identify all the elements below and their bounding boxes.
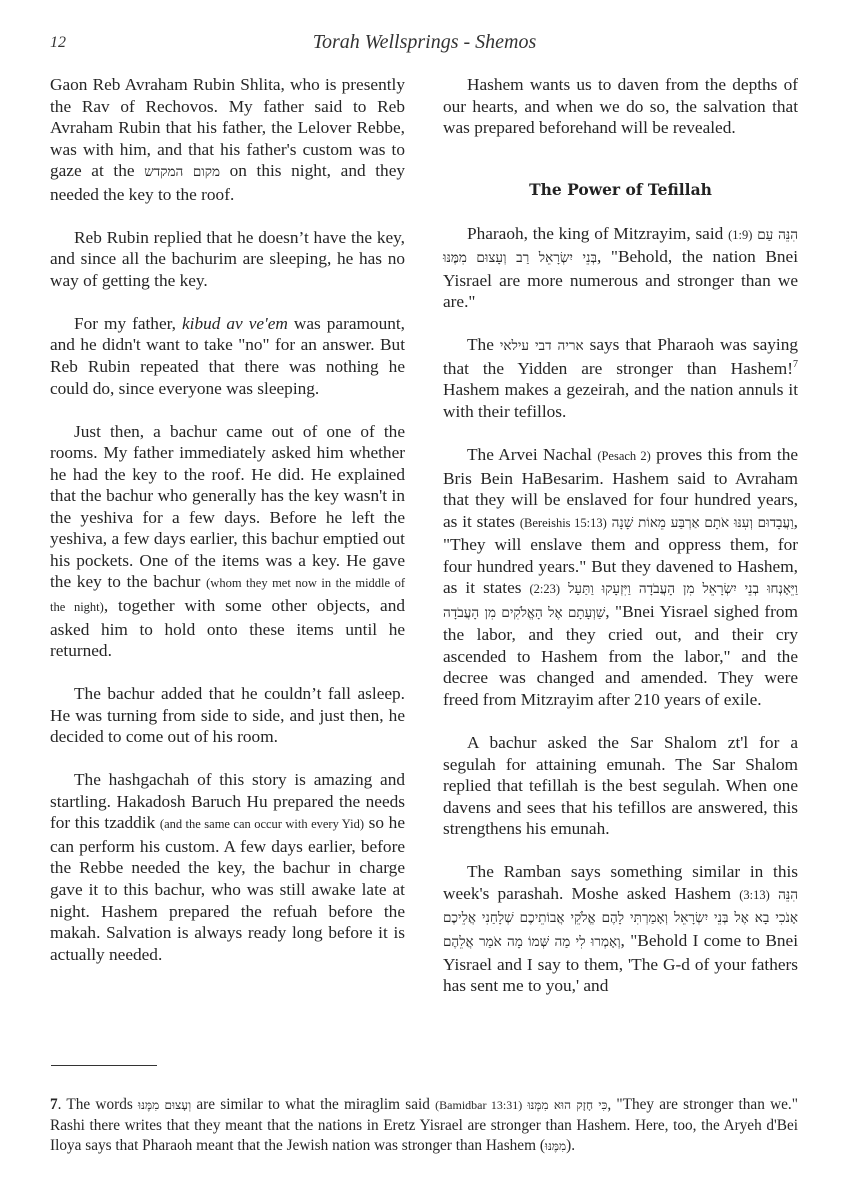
paragraph [50, 74, 405, 205]
footnote-reference[interactable]: 7 [793, 359, 798, 371]
hebrew-text: הִנֵּה אָנֹכִי בָא אֶל בְּנֵי יִשְׂרָאֵל וְאָמַרְתִּי לָהֶם אֱלֹקֵי אֲבוֹתֵיכֶם שְׁלָחַנִי אֲלֵיכֶם וְאָמְרוּ לִי מַה שְּׁמוֹ מָה אֹמַר אֲלֵהֶם [443, 886, 798, 950]
source-reference: (Pesach 2) [597, 449, 651, 464]
hebrew-text: וְעָצוּם מִמֶּנּוּ [138, 1098, 192, 1112]
paragraph [443, 334, 798, 422]
parenthetical-note: (and the same can occur with every Yid) [159, 817, 365, 832]
running-head-title: Torah Wellsprings - Shemos [312, 31, 537, 53]
text: Hashem makes a gezeirah, and the nation annuls it with their tefillos. [443, 380, 798, 421]
source-reference: (1:9) [728, 227, 753, 242]
paragraph [50, 313, 405, 399]
text: Just then, a bachur came out of one of the rooms. My father immediately asked him whether he had the key to the roof. He did. He explained that the bachur who generally has the key wasn't in the yeshiva for a few days. Before he left the yeshiva, a few days earlier, this bachur emptied out his pockets. One of the items was a key. He gave the key to the bachur [50, 421, 405, 592]
right-column [443, 74, 798, 1018]
page-number: 12 [50, 34, 66, 51]
paragraph: A bachur asked the Sar Shalom zt'l for a segulah for attaining emunah. The Sar Shalom replied that tefillah is the best segulah. When one davens and sees that his tefillos are answered, this strengthens his emunah. [443, 733, 798, 839]
paragraph: Reb Rubin replied that he doesn’t have the key, and since all the bachurim are sleeping, he has no way of getting the key. [50, 227, 405, 290]
text: ( [539, 1137, 545, 1154]
source-reference: (Bamidbar 13:31) [435, 1098, 523, 1112]
hebrew-text: אריה דבי עילאי [499, 338, 584, 355]
text: , "They will enslave them and oppress them, for four hundred years." But they davened to Hashem, as it states [443, 511, 798, 598]
text: The [467, 335, 500, 355]
text: Pharaoh, the king of Mitzrayim, said [467, 223, 729, 243]
text: , "Bnei Yisrael sighed from the labor, and they cried out, and their cry ascended to Hashem from the labor," and the decree was changed and amended. They were freed from Mitzrayim after 210 years of exile. [443, 601, 798, 710]
hebrew-text: וַעֲבָדוּם וְעִנּוּ אֹתָם אַרְבַּע מֵאוֹת שָׁנָה [611, 514, 794, 531]
text: , together with some other objects, and asked him to hold onto these items until he returned. [50, 595, 405, 661]
hebrew-text: מקום המקדש [144, 164, 220, 181]
text: , "They are stronger than we." Rashi there writes that they meant that the nations in Eretz Yisrael are stronger than Hashem. Here, too, the Aryeh d'Bei Iloya says that Pharaoh meant that the Jewish nation was stronger than Hashem [50, 1096, 798, 1154]
text: Gaon Reb Avraham Rubin Shlita, who is presently the Rav of Rechovos. My father said to Reb Avraham Rubin that his father, the Lelover Rebbe, was with him, and that his father's custom was to gaze at the [50, 75, 405, 181]
hebrew-text: הִנֵּה עַם בְּנֵי יִשְׂרָאֵל רַב וְעָצוּם מִמֶּנּוּ [443, 226, 798, 267]
text: The Ramban says something similar in this week's parashah. Moshe asked Hashem [443, 862, 798, 903]
text: ) [566, 1137, 572, 1154]
text: so he can perform his custom. A few days earlier, before the Rebbe needed the key, the bachur in charge gave it to this bachur, who was still awake late at night. Hashem prepared the refuah before the makah. Salvation is always ready long before it is actually needed. [50, 813, 405, 964]
text: . The words [57, 1096, 139, 1113]
text: was paramount, and he didn't want to take "no" for an answer. But Reb Rubin repeated that there was nothing he could do, since everyone was sleeping. [50, 313, 405, 398]
text: For my father, [74, 313, 182, 333]
section-heading: The Power of Tefillah [529, 179, 712, 199]
text: says that Pharaoh was saying that the Yidden are stronger than Hashem! [443, 335, 798, 378]
paragraph [50, 421, 405, 662]
text: , "Behold I come to Bnei Yisrael and I say to them, 'The G-d of your fathers has sent me to you,' and [443, 930, 799, 996]
left-column [50, 74, 405, 987]
italic-text: kibud av ve'em [182, 313, 288, 333]
hebrew-text: מִמֶּנּוּ [544, 1139, 567, 1153]
text: . [571, 1137, 576, 1154]
parenthetical-note: (whom they met now in the middle of the night) [50, 576, 405, 614]
paragraph [443, 861, 798, 996]
source-reference: (3:13) [739, 887, 770, 902]
text: The Arvei Nachal [467, 445, 598, 465]
text: The hashgachah of this story is amazing and startling. Hakadosh Baruch Hu prepared the needs for this tzaddik [50, 770, 405, 833]
hebrew-text: וַיֵּאָנְחוּ בְנֵי יִשְׂרָאֵל מִן הָעֲבֹדָה וַיִּזְעָקוּ וַתַּעַל שַׁוְעָתָם אֶל הָאֱלֹקִים מִן הָעֲבֹדָה [443, 581, 798, 621]
text: are similar to what the miraglim said [191, 1096, 436, 1113]
paragraph: Hashem wants us to daven from the depths of our hearts, and when we do so, the salvation that was prepared beforehand will be revealed. [443, 75, 798, 138]
paragraph: The bachur added that he couldn’t fall asleep. He was turning from side to side, and just then, he decided to come out of his room. [50, 684, 405, 747]
hebrew-text: כִּי חָזָק הוּא מִמֶּנּוּ [527, 1098, 608, 1112]
source-reference: (Bereishis 15:13) [519, 515, 607, 530]
paragraph [443, 223, 798, 313]
paragraph [50, 769, 405, 965]
text: on this night, and they needed the key to the roof. [50, 161, 406, 204]
paragraph [443, 444, 798, 711]
footnote-separator [51, 1065, 157, 1066]
source-reference: (2:23) [529, 582, 561, 597]
footnote-number: 7 [50, 1096, 58, 1113]
text: , "Behold, the nation Bnei Yisrael are more numerous and stronger than we are." [443, 247, 798, 312]
text: proves this from the Bris Bein HaBesarim. Hashem said to Avraham that they will be enslaved for four hundred years, as it states [443, 445, 799, 531]
footnote [50, 1095, 798, 1157]
